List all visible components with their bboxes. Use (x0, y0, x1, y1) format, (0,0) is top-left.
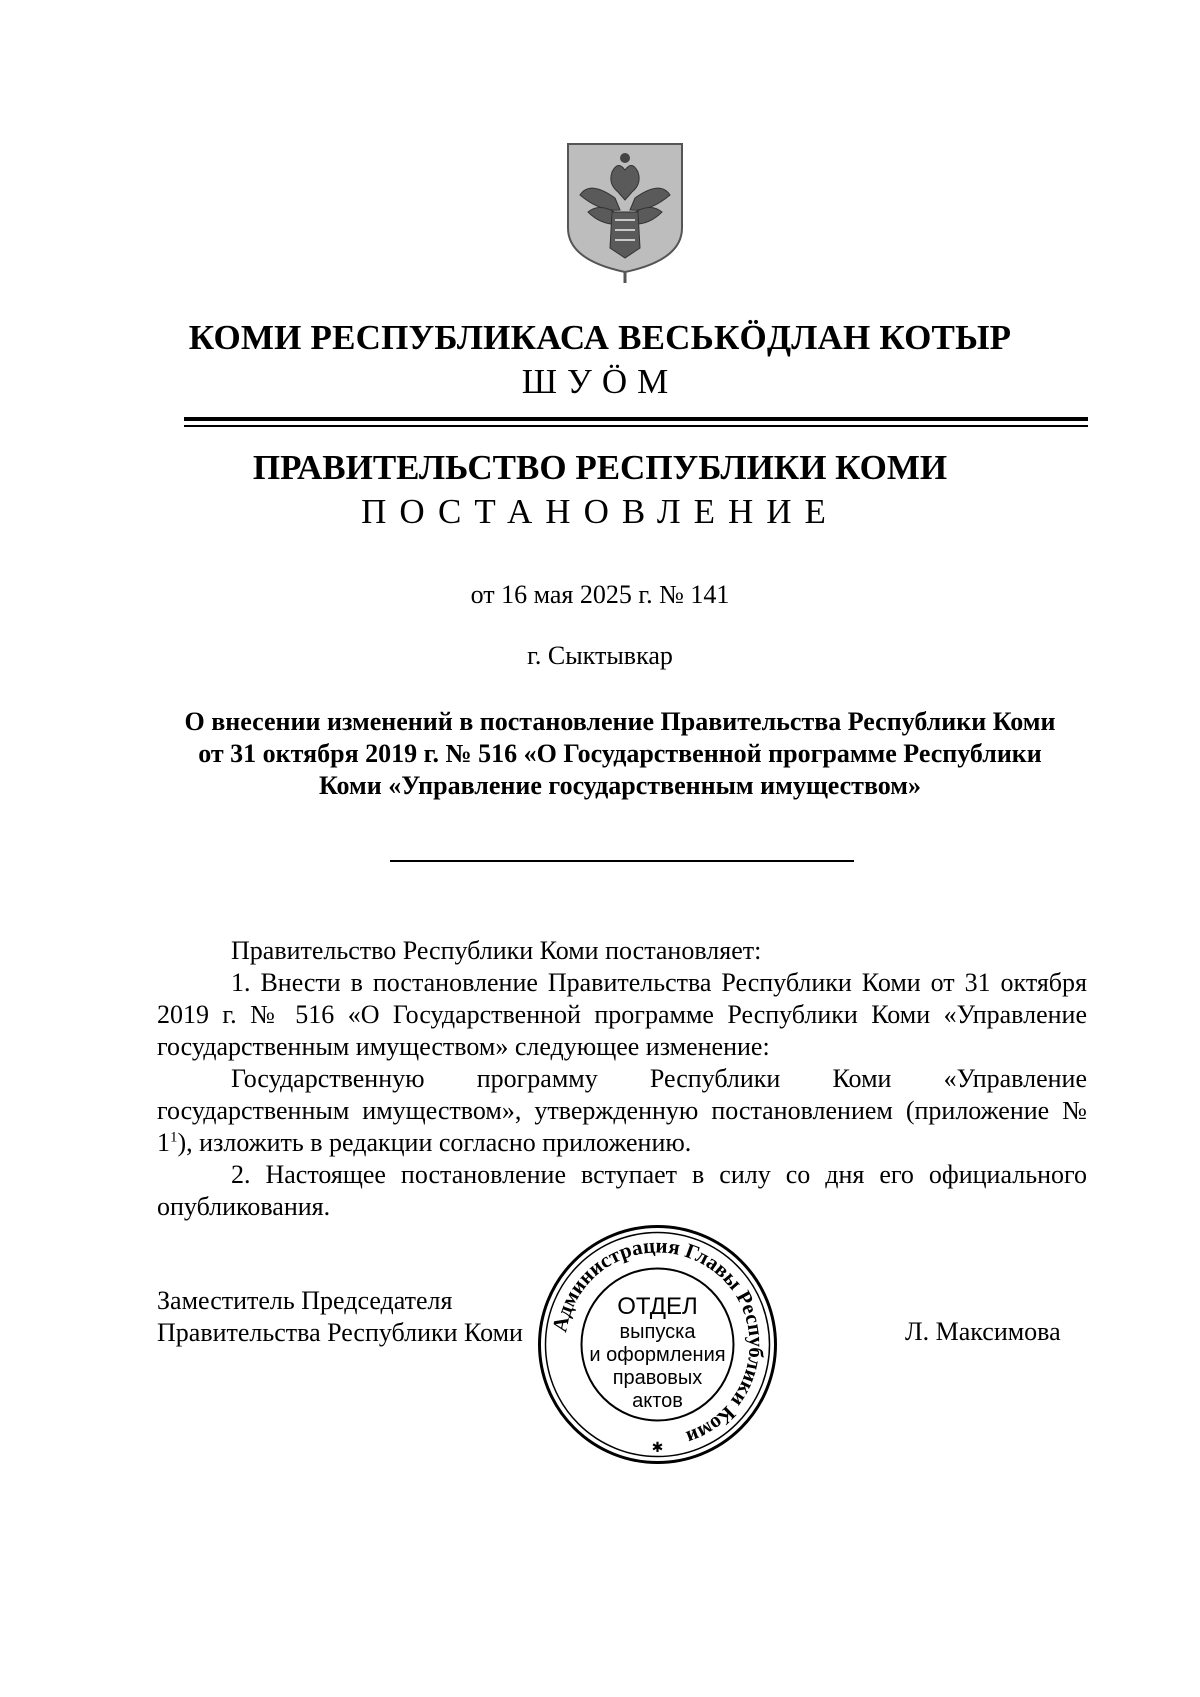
intro-paragraph: Правительство Республики Коми постановляет: (231, 936, 762, 965)
stamp-line-1: ОТДЕЛ (617, 1293, 698, 1320)
header-divider-thin (184, 425, 1088, 427)
signatory-position-line-2: Правительства Республики Коми (157, 1318, 523, 1347)
point-1-detail-paragraph (157, 1063, 1087, 1159)
komi-subtitle: ШУӦМ (521, 362, 679, 401)
point-2-paragraph: 2. Настоящее постановление вступает в силу со дня его официального опубликования. (157, 1160, 1087, 1221)
header-divider-thick (184, 417, 1088, 421)
signatory-name: Л. Максимова (905, 1317, 1061, 1346)
official-stamp (535, 1222, 780, 1467)
stamp-line-2: выпуска (619, 1321, 696, 1343)
footnote-superscript: 1 (170, 1129, 178, 1146)
stamp-ring-text: Администрация Главы Республики Коми (547, 1233, 769, 1451)
place-line: г. Сыктывкар (527, 641, 673, 670)
document-type: ПОСТАНОВЛЕНИЕ (361, 492, 839, 531)
komi-title: КОМИ РЕСПУБЛИКАСА ВЕСЬКӦДЛАН КОТЫР (188, 318, 1012, 357)
point-1-detail-text-b: ), изложить в редакции согласно приложению. (177, 1128, 692, 1157)
point-1-detail-text-a: Государственную программу Республики Коми «Управление государственным имуществом», утвержденную постановлением (приложение № 1 (157, 1064, 1087, 1157)
date-number-line: от 16 мая 2025 г. № 141 (470, 580, 730, 609)
stamp-star-icon: ✱ (651, 1441, 664, 1456)
document-subject: О внесении изменений в постановление Правительства Республики Коми от 31 октября 2019 г. № 516 «О Государственной программе Республики Коми «Управление государственным имуществом» (184, 707, 1056, 800)
subject-underline (390, 860, 854, 862)
coat-of-arms-emblem (560, 140, 690, 285)
stamp-line-3: и оформления (589, 1344, 726, 1366)
stamp-line-5: актов (632, 1390, 683, 1412)
stamp-line-4: правовых (612, 1367, 703, 1389)
point-1-paragraph: 1. Внести в постановление Правительства Республики Коми от 31 октября 2019 г. № 516 «О Государственной программе Республики Коми «Управление государственным имуществом» следующее изменение: (157, 968, 1087, 1061)
government-title: ПРАВИТЕЛЬСТВО РЕСПУБЛИКИ КОМИ (252, 448, 948, 487)
signatory-position-line-1: Заместитель Председателя (157, 1286, 453, 1315)
signatory-position (157, 1285, 523, 1349)
